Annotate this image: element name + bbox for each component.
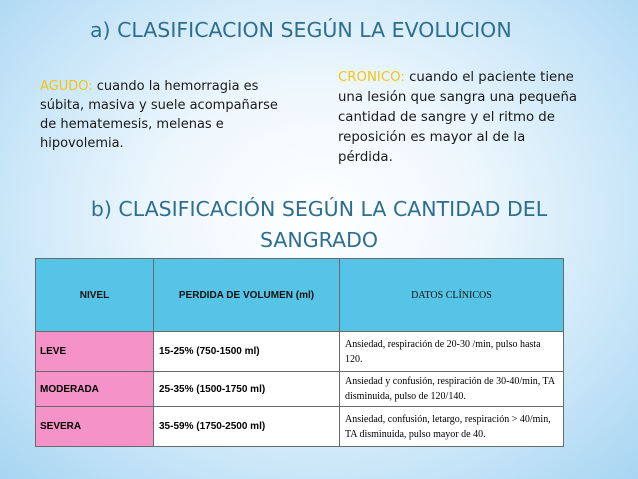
classification-table xyxy=(35,258,564,447)
table-header-row xyxy=(36,259,564,332)
agudo-paragraph xyxy=(40,77,288,153)
cronico-paragraph xyxy=(338,68,583,168)
cell-datos: Ansiedad y confusión, respiración de 30-40/min, TA disminuida, pulso de 120/140. xyxy=(340,372,564,407)
table-row xyxy=(36,407,564,447)
cell-nivel: MODERADA xyxy=(36,372,154,407)
cronico-text: cuando el paciente tiene una lesión que sangra una pequeña cantidad de sangre y el ritmo de reposición es mayor al de la pérdida. xyxy=(338,70,578,165)
header-perdida: PERDIDA DE VOLUMEN (ml) xyxy=(154,259,340,332)
cell-datos: Ansiedad, respiración de 20-30 /min, pulso hasta 120. xyxy=(340,332,564,372)
cell-perdida: 35-59% (1750-2500 ml) xyxy=(154,407,340,447)
cell-perdida: 25-35% (1500-1750 ml) xyxy=(154,372,340,407)
section-b-title-line1: b) CLASIFICACIÓN SEGÚN LA CANTIDAD DEL xyxy=(90,197,548,221)
cronico-key: CRONICO: xyxy=(338,70,405,85)
header-nivel: NIVEL xyxy=(36,259,154,332)
section-a-title: a) CLASIFICACION SEGÚN LA EVOLUCION xyxy=(90,18,512,42)
header-datos: DATOS CLÍNICOS xyxy=(340,259,564,332)
table-row xyxy=(36,332,564,372)
agudo-key: AGUDO: xyxy=(40,79,93,94)
table-row xyxy=(36,372,564,407)
section-b-title-line2: SANGRADO xyxy=(260,228,378,252)
cell-perdida: 15-25% (750-1500 ml) xyxy=(154,332,340,372)
cell-nivel: SEVERA xyxy=(36,407,154,447)
section-b-title xyxy=(0,194,638,256)
cell-datos: Ansiedad, confusión, letargo, respiración > 40/min, TA disminuida, pulso mayor de 40. xyxy=(340,407,564,447)
cell-nivel: LEVE xyxy=(36,332,154,372)
agudo-text: cuando la hemorragia es súbita, masiva y suele acompañarse de hematemesis, melenas e hipovolemia. xyxy=(40,79,278,151)
